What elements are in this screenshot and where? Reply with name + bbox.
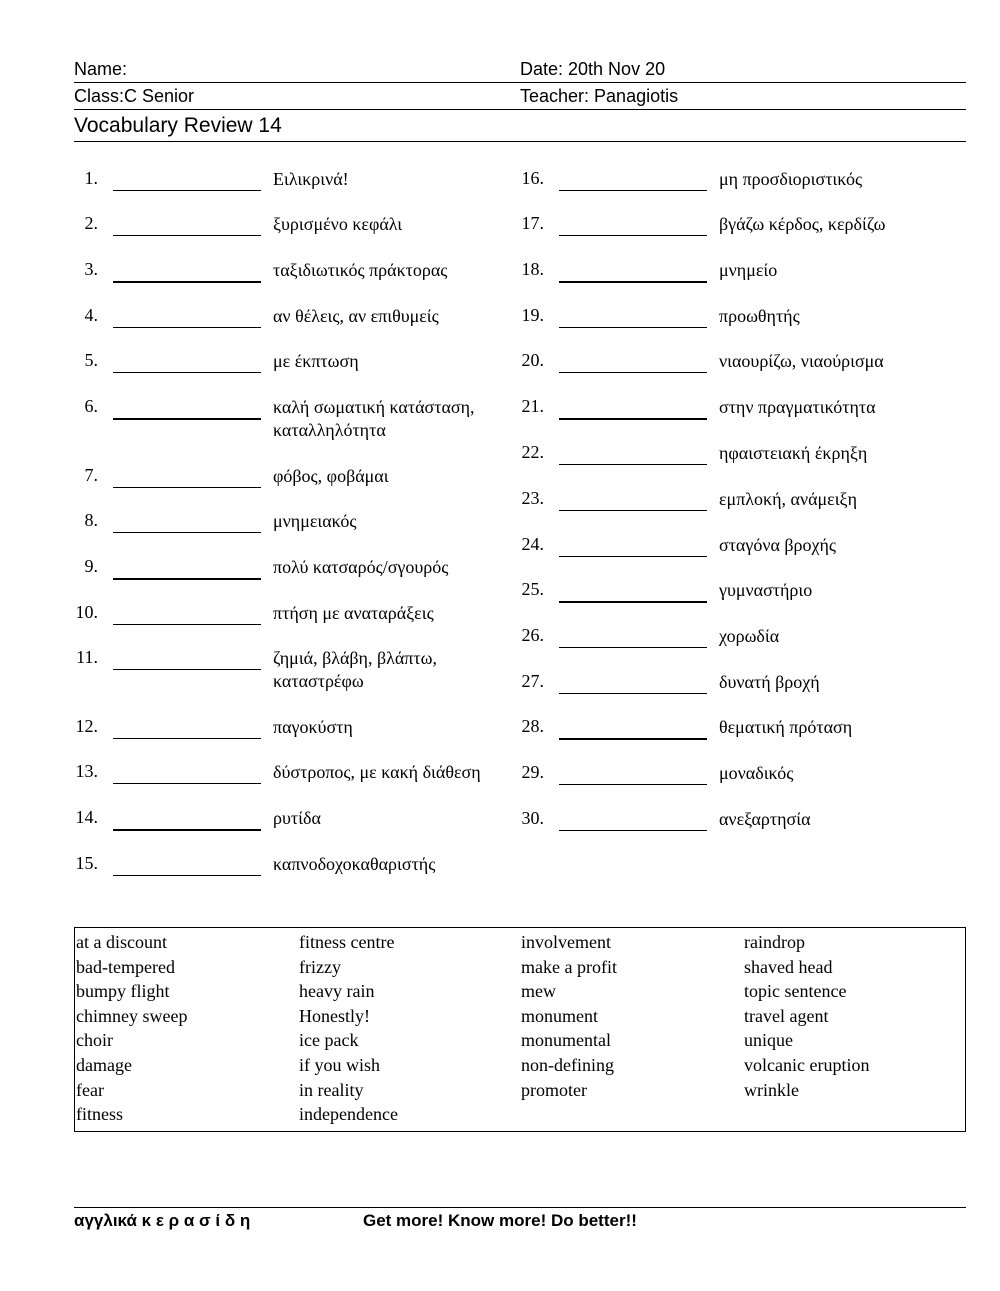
answer-blank[interactable]	[559, 350, 707, 373]
answer-blank[interactable]	[559, 259, 707, 283]
answer-blank[interactable]	[559, 534, 707, 557]
answer-blank[interactable]	[113, 168, 261, 191]
item-number: 15.	[75, 853, 98, 873]
answer-blank[interactable]	[113, 510, 261, 533]
item-definition: ταξιδιωτικός πράκτορας	[273, 260, 448, 280]
item-definition: χορωδία	[719, 626, 780, 646]
answer-blank[interactable]	[113, 556, 261, 580]
date-label: Date: 20th Nov 20	[520, 59, 666, 79]
item-definition: καλή σωματική κατάσταση,	[273, 397, 475, 417]
item-number: 6.	[84, 396, 98, 416]
item-number: 14.	[75, 807, 98, 827]
item-number: 26.	[521, 625, 544, 645]
item-definition-line2: καταλληλότητα	[273, 420, 386, 440]
answer-blank[interactable]	[113, 602, 261, 625]
item-number: 7.	[84, 465, 98, 485]
word-bank-word: monumental	[521, 1030, 611, 1051]
item-number: 12.	[75, 716, 98, 736]
answer-blank[interactable]	[113, 853, 261, 876]
item-number: 17.	[521, 213, 544, 233]
item-number: 5.	[84, 350, 98, 370]
worksheet-title	[74, 111, 966, 142]
item-definition: παγοκύστη	[273, 717, 353, 737]
answer-blank[interactable]	[113, 350, 261, 373]
item-number: 16.	[521, 168, 544, 188]
item-definition: σταγόνα βροχής	[719, 535, 837, 555]
item-definition: ξυρισμένο κεφάλι	[273, 214, 403, 234]
word-bank-column-3	[521, 930, 617, 1102]
word-bank-column-1	[76, 930, 187, 1127]
word-bank-word: Honestly!	[299, 1005, 370, 1026]
word-bank-word: travel agent	[744, 1005, 829, 1026]
item-definition: εμπλοκή, ανάμειξη	[719, 489, 857, 509]
item-definition: με έκπτωση	[273, 351, 359, 371]
answer-blank[interactable]	[559, 808, 707, 831]
item-definition: ζημιά, βλάβη, βλάπτω,	[273, 648, 437, 668]
item-number: 4.	[84, 305, 98, 325]
word-bank-word: volcanic eruption	[744, 1054, 870, 1075]
page-title: Vocabulary Review 14	[74, 114, 282, 137]
item-number: 21.	[521, 396, 544, 416]
word-bank-word: promoter	[521, 1079, 587, 1100]
header-row-1	[74, 55, 966, 83]
item-definition: Ειλικρινά!	[273, 169, 349, 189]
item-number: 13.	[75, 761, 98, 781]
word-bank-word: at a discount	[76, 932, 167, 952]
item-definition: βγάζω κέρδος, κερδίζω	[719, 214, 886, 234]
item-definition: στην πραγματικότητα	[719, 397, 876, 417]
answer-blank[interactable]	[559, 396, 707, 420]
word-bank-column-4	[744, 930, 869, 1102]
item-number: 2.	[84, 213, 98, 233]
word-bank-word: bumpy flight	[76, 981, 170, 1002]
answer-blank[interactable]	[559, 671, 707, 694]
item-definition: ανεξαρτησία	[719, 809, 811, 829]
item-definition: θεματική πρόταση	[719, 717, 853, 737]
item-number: 19.	[521, 305, 544, 325]
item-definition: ηφαιστειακή έκρηξη	[719, 443, 868, 463]
item-definition: μνημειακός	[273, 511, 357, 531]
item-definition: δύστροπος, με κακή διάθεση	[273, 762, 481, 782]
item-definition: νιαουρίζω, νιαούρισμα	[719, 351, 884, 371]
answer-blank[interactable]	[559, 762, 707, 785]
answer-blank[interactable]	[113, 807, 261, 831]
word-bank-word: fear	[76, 1079, 104, 1100]
word-bank-word: monument	[521, 1005, 598, 1026]
answer-blank[interactable]	[559, 213, 707, 236]
item-number: 22.	[521, 442, 544, 462]
item-definition: πολύ κατσαρός/σγουρός	[273, 557, 449, 577]
item-definition: μοναδικός	[719, 763, 794, 783]
item-number: 11.	[76, 647, 98, 667]
word-bank-word: choir	[76, 1030, 113, 1051]
item-number: 25.	[521, 579, 544, 599]
name-label: Name:	[74, 59, 128, 79]
answer-blank[interactable]	[559, 168, 707, 191]
item-number: 20.	[521, 350, 544, 370]
word-bank-word: fitness	[76, 1104, 123, 1125]
word-bank-word: wrinkle	[744, 1079, 799, 1100]
item-definition: ρυτίδα	[273, 808, 321, 828]
item-definition: δυνατή βροχή	[719, 672, 820, 692]
footer-slogan: Get more! Know more! Do better!!	[363, 1211, 637, 1230]
answer-blank[interactable]	[113, 716, 261, 739]
item-definition: καπνοδοχοκαθαριστής	[273, 854, 436, 874]
footer-divider	[74, 1207, 966, 1208]
word-bank-column-2	[299, 930, 398, 1127]
answer-blank[interactable]	[113, 465, 261, 488]
word-bank-word: bad-tempered	[76, 956, 175, 977]
item-definition: αν θέλεις, αν επιθυμείς	[273, 306, 439, 326]
item-definition: προωθητής	[719, 306, 800, 326]
answer-blank[interactable]	[113, 259, 261, 283]
item-definition: πτήση με αναταράξεις	[273, 603, 434, 623]
word-bank-word: damage	[76, 1054, 132, 1075]
item-number: 23.	[521, 488, 544, 508]
item-definition: γυμναστήριο	[719, 580, 813, 600]
word-bank-word: raindrop	[744, 932, 805, 952]
word-bank-word: mew	[521, 981, 556, 1002]
word-bank-word: fitness centre	[299, 932, 395, 952]
item-number: 28.	[521, 716, 544, 736]
teacher-label: Teacher: Panagiotis	[520, 86, 679, 106]
item-definition: μνημείο	[719, 260, 778, 280]
answer-blank[interactable]	[113, 305, 261, 328]
answer-blank[interactable]	[559, 442, 707, 465]
word-bank-word: ice pack	[299, 1030, 359, 1051]
item-number: 27.	[521, 671, 544, 691]
item-number: 10.	[75, 602, 98, 622]
item-number: 3.	[84, 259, 98, 279]
answer-blank[interactable]	[559, 716, 707, 740]
item-number: 18.	[521, 259, 544, 279]
item-definition: μη προσδιοριστικός	[719, 169, 863, 189]
answer-blank[interactable]	[559, 579, 707, 603]
item-number: 24.	[521, 534, 544, 554]
word-bank-word: shaved head	[744, 956, 833, 977]
class-label: Class:C Senior	[74, 86, 195, 106]
answer-blank[interactable]	[113, 647, 261, 670]
word-bank-word: unique	[744, 1030, 793, 1051]
word-bank-word: involvement	[521, 932, 611, 952]
answer-blank[interactable]	[559, 625, 707, 648]
word-bank-word: make a profit	[521, 956, 617, 977]
word-bank-word: frizzy	[299, 956, 341, 977]
item-number: 9.	[84, 556, 98, 576]
word-bank-word: if you wish	[299, 1054, 380, 1075]
header-row-2	[74, 82, 966, 110]
word-bank-word: non-defining	[521, 1054, 614, 1075]
answer-blank[interactable]	[559, 305, 707, 328]
item-definition-line2: καταστρέφω	[273, 671, 364, 691]
answer-blank[interactable]	[113, 213, 261, 236]
footer-brand: αγγλικά κ ε ρ α σ ί δ η	[74, 1211, 251, 1230]
answer-blank[interactable]	[113, 761, 261, 784]
answer-blank[interactable]	[559, 488, 707, 511]
item-number: 8.	[84, 510, 98, 530]
word-bank-word: independence	[299, 1104, 398, 1125]
item-number: 30.	[521, 808, 544, 828]
item-number: 1.	[84, 168, 98, 188]
answer-blank[interactable]	[113, 396, 261, 420]
word-bank-word: chimney sweep	[76, 1005, 188, 1026]
item-number: 29.	[521, 762, 544, 782]
word-bank-word: heavy rain	[299, 981, 375, 1002]
word-bank-word: topic sentence	[744, 981, 847, 1002]
word-bank	[74, 927, 966, 1132]
word-bank-word: in reality	[299, 1079, 364, 1100]
item-definition: φόβος, φοβάμαι	[273, 466, 389, 486]
